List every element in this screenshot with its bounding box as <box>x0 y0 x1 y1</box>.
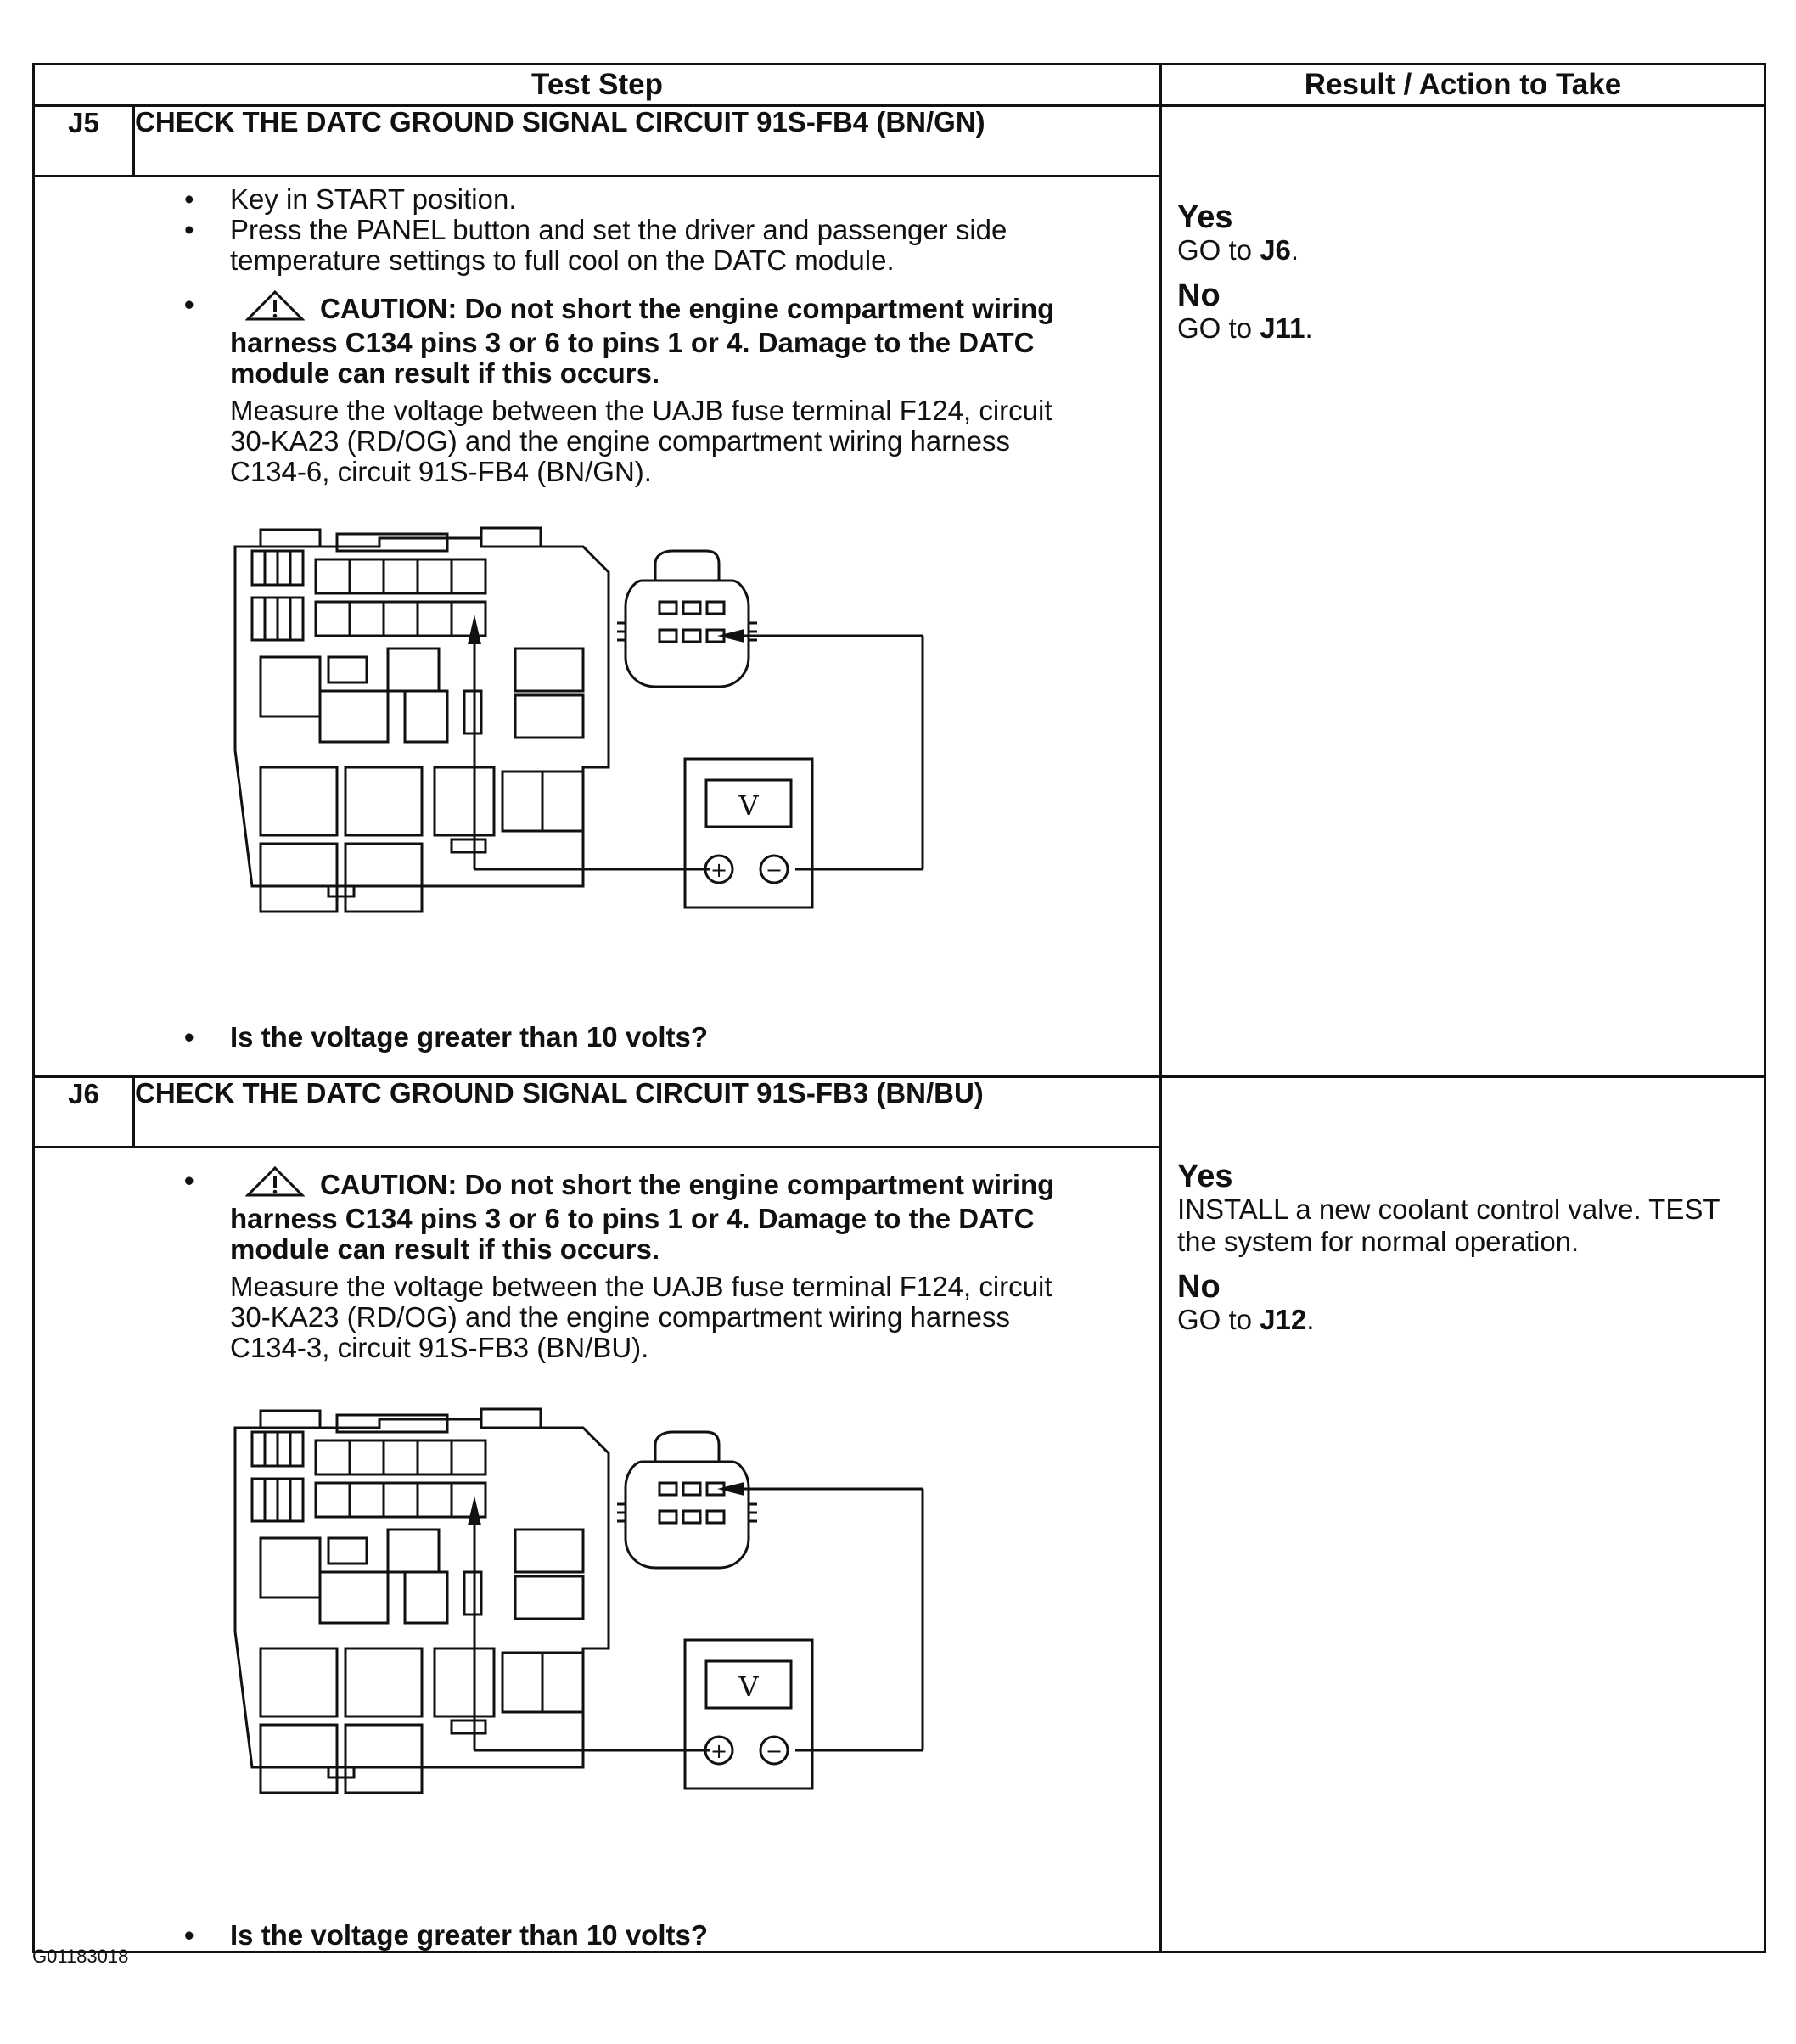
j6-no-label: No <box>1177 1269 1221 1305</box>
j5-meter-plus: + <box>710 858 728 882</box>
j6-meter-plus: + <box>710 1739 728 1763</box>
j5-yes-label: Yes <box>1177 199 1233 235</box>
warning-triangle-icon <box>245 289 305 328</box>
j6-measure-text: Measure the voltage between the UAJB fuse terminal F124, circuit 30-KA23 (RD/OG) and the engine compartment wiring harness C134-3, circuit 91S-FB3 (BN/BU). <box>230 1271 1052 1363</box>
warning-triangle-icon <box>245 1165 305 1204</box>
j5-probe-lead-positive <box>474 644 710 869</box>
j5-question: • Is the voltage greater than 10 volts? <box>184 1022 1159 1053</box>
j6-voltmeter <box>685 1640 812 1788</box>
c134-connector <box>617 551 757 687</box>
j6-meter-minus: − <box>765 1739 783 1763</box>
step-j5-result <box>1161 106 1765 1077</box>
test-step-table <box>32 63 1766 1953</box>
j5-diagram-svg <box>210 513 974 954</box>
header-test-step: Test Step <box>34 65 1161 106</box>
j5-bullet-key: • Key in START position. <box>184 184 1159 215</box>
j6-diagram-svg <box>210 1394 974 1835</box>
table-header-row <box>34 65 1765 106</box>
j6-caution <box>184 1165 1159 1265</box>
j6-meter-display: V <box>738 1671 759 1703</box>
j6-no-target: J12 <box>1260 1304 1307 1335</box>
step-j6-title: CHECK THE DATC GROUND SIGNAL CIRCUIT 91S-FB3 (BN/BU) <box>134 1077 1161 1148</box>
step-j5-body <box>34 177 1161 1077</box>
step-j6-body <box>34 1148 1161 1952</box>
step-j6-id: J6 <box>34 1077 134 1148</box>
j5-probe-arrow-fuse <box>468 615 481 644</box>
j5-no-label: No <box>1177 278 1221 313</box>
j5-caution <box>184 289 1159 389</box>
fuse-junction-box <box>235 528 609 912</box>
j5-meter-display: V <box>738 789 759 822</box>
j5-bullet-panel: • Press the PANEL button and set the driver and passenger side temperature settings to full cool on the DATC module. <box>184 215 1159 276</box>
j5-meter-minus: − <box>765 858 783 882</box>
j6-probe-arrow-fuse <box>468 1496 481 1525</box>
c134-connector <box>617 1432 757 1568</box>
j5-voltmeter <box>685 759 812 907</box>
j6-no-action: GO to J12. <box>1177 1304 1315 1335</box>
j5-measurement-diagram <box>210 513 974 954</box>
j6-yes-label: Yes <box>1177 1159 1233 1194</box>
step-j6-title-row <box>34 1077 1765 1148</box>
step-j6-result <box>1161 1077 1765 1952</box>
j6-measurement-diagram <box>210 1394 974 1835</box>
j5-yes-action: GO to J6. <box>1177 234 1299 266</box>
j5-measure-text: Measure the voltage between the UAJB fuse terminal F124, circuit 30-KA23 (RD/OG) and the engine compartment wiring harness C134-6, circuit 91S-FB4 (BN/GN). <box>230 395 1052 487</box>
figure-id: G01183018 <box>32 1946 129 1967</box>
step-j5-title-row <box>34 106 1765 177</box>
j6-probe-lead-positive <box>474 1525 710 1750</box>
j5-no-action: GO to J11. <box>1177 312 1313 344</box>
fuse-junction-box <box>235 1409 609 1793</box>
j6-probe-lead-negative <box>736 1489 923 1750</box>
j6-yes-action: INSTALL a new coolant control valve. TEST the system for normal operation. <box>1177 1193 1720 1257</box>
j5-probe-lead-negative <box>736 636 923 869</box>
j6-caution-text: CAUTION: Do not short the engine compartment wiring harness C134 pins 3 or 6 to pins 1 or 4. Damage to the DATC module can result if this occurs. <box>230 1169 1055 1265</box>
step-j5-title: CHECK THE DATC GROUND SIGNAL CIRCUIT 91S-FB4 (BN/GN) <box>134 106 1161 177</box>
header-result-action: Result / Action to Take <box>1161 65 1765 106</box>
j6-question: • Is the voltage greater than 10 volts? <box>184 1920 1159 1951</box>
j5-yes-target: J6 <box>1260 234 1291 266</box>
j5-caution-text: CAUTION: Do not short the engine compartment wiring harness C134 pins 3 or 6 to pins 1 or 4. Damage to the DATC module can result if this occurs. <box>230 293 1055 389</box>
step-j5-id: J5 <box>34 106 134 177</box>
j5-no-target: J11 <box>1260 312 1305 344</box>
